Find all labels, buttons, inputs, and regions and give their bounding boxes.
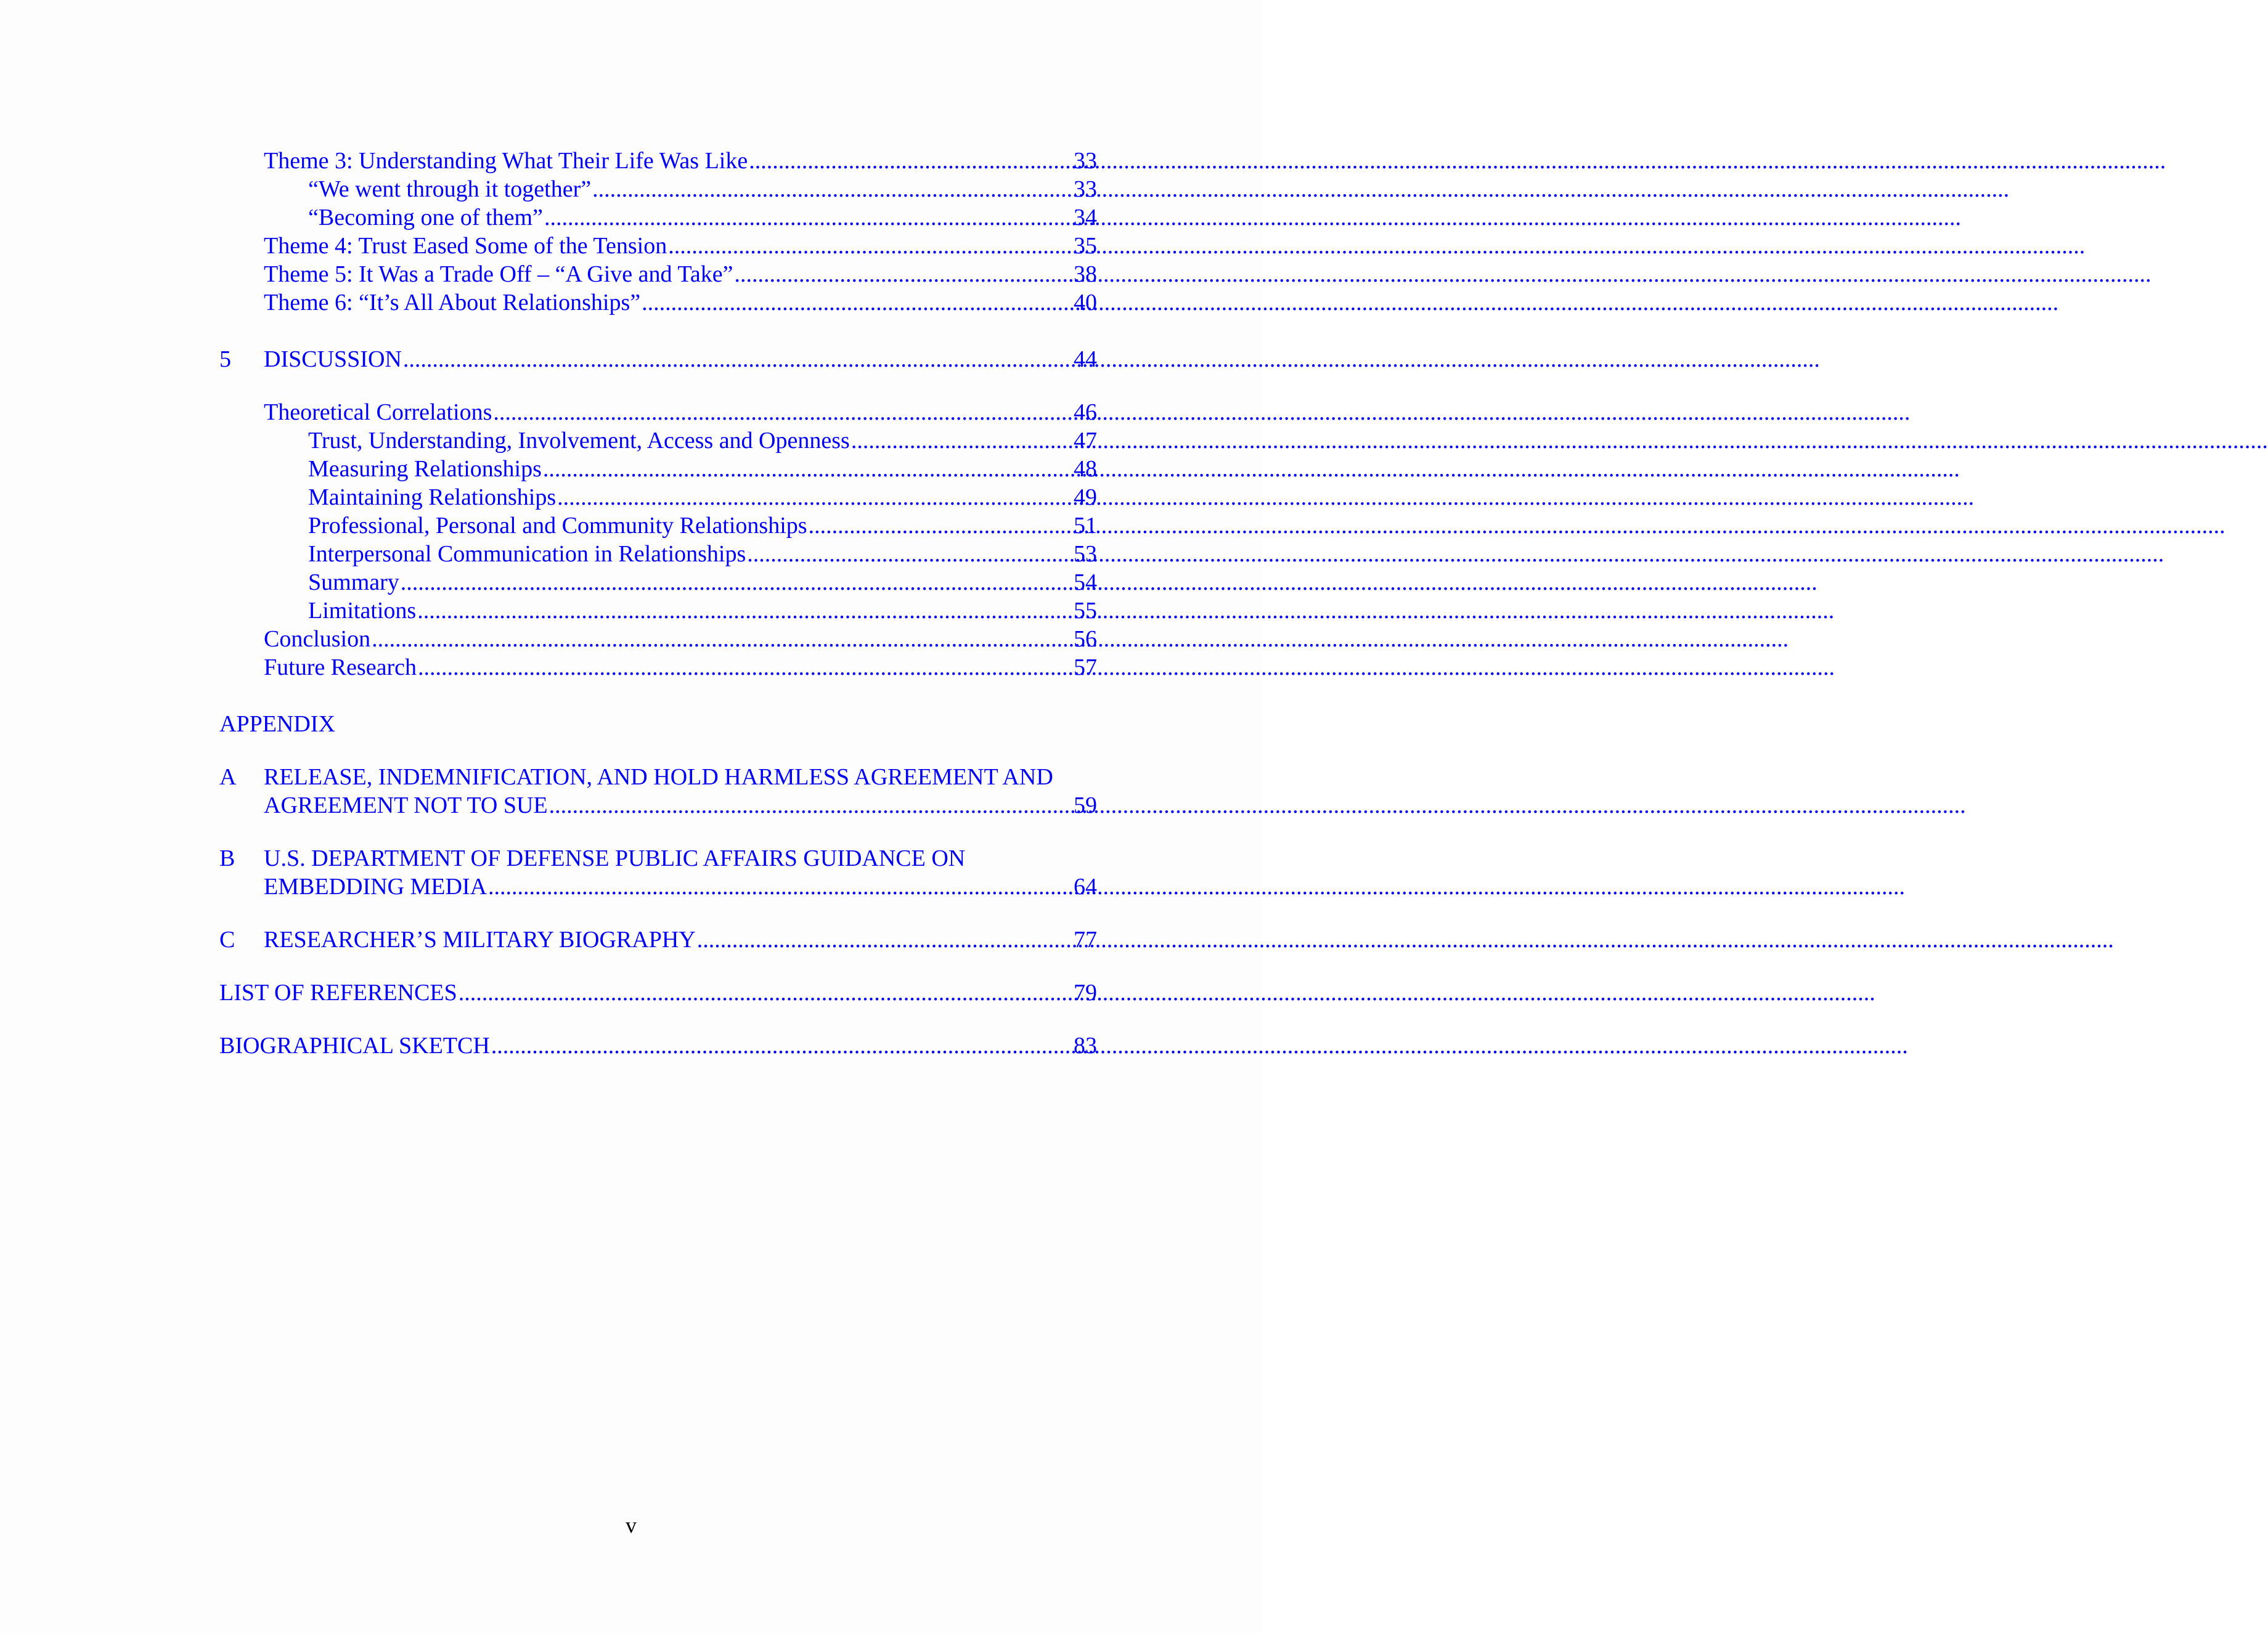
toc-entry-chapter-5-discussion[interactable] [219, 345, 1097, 373]
toc-entry-page: 35 [1074, 233, 1097, 259]
toc-entry-page: 51 [1074, 513, 1097, 539]
toc-entry-page: 83 [1074, 1033, 1097, 1059]
toc-entry-page: 55 [1074, 598, 1097, 624]
toc-entry-page: 40 [1074, 290, 1097, 316]
toc-entry-limitations[interactable] [219, 597, 1097, 625]
dot-leader [459, 979, 1072, 1007]
toc-entry-page: 49 [1074, 484, 1097, 510]
dot-leader [697, 926, 1072, 954]
toc-entry-theme-5[interactable] [219, 260, 1097, 288]
appendix-heading: APPENDIX [219, 711, 335, 737]
toc-entry-theme-3[interactable] [219, 147, 1097, 175]
dot-leader [403, 345, 1072, 373]
dot-leader [401, 568, 1072, 597]
dot-leader [372, 625, 1072, 653]
toc-entry-conclusion[interactable] [219, 625, 1097, 653]
toc-entry-title: Theme 3: Understanding What Their Life Was Like [264, 148, 748, 174]
dot-leader [549, 791, 1072, 820]
toc-entry-page: 56 [1074, 626, 1097, 652]
toc-entry-title: LIST OF REFERENCES [219, 980, 457, 1006]
toc-entry-title-line2-row [264, 873, 1097, 901]
table-of-contents [219, 147, 1097, 1060]
toc-entry-title: Theoretical Correlations [264, 399, 492, 425]
toc-entry-page: 48 [1074, 456, 1097, 482]
dot-leader [642, 288, 1072, 317]
toc-entry-title-line2: EMBEDDING MEDIA [264, 874, 487, 900]
toc-entry-title: Theme 6: “It’s All About Relationships” [264, 290, 641, 316]
toc-entry-theoretical-correlations[interactable] [219, 398, 1097, 426]
toc-entry-appendix-b[interactable] [219, 844, 1097, 901]
toc-entry-page: 79 [1074, 980, 1097, 1006]
dot-leader [488, 873, 1072, 901]
toc-entry-interpersonal-communication[interactable] [219, 540, 1097, 568]
dot-leader [747, 540, 1072, 568]
toc-entry-list-of-references[interactable] [219, 979, 1097, 1007]
toc-entry-title: Limitations [308, 598, 417, 624]
toc-entry-summary[interactable] [219, 568, 1097, 597]
appendix-letter: C [219, 927, 235, 953]
toc-entry-title: Professional, Personal and Community Relationships [308, 513, 807, 539]
toc-entry-page: 59 [1074, 792, 1097, 818]
toc-entry-title: RESEARCHER’S MILITARY BIOGRAPHY [264, 927, 696, 953]
dot-leader [592, 175, 1072, 203]
toc-entry-title: Trust, Understanding, Involvement, Access and Openness [308, 428, 850, 454]
toc-entry-appendix-c[interactable] [219, 926, 1097, 954]
toc-entry-title-line2-row [264, 791, 1097, 820]
toc-entry-title: Future Research [264, 654, 417, 680]
toc-entry-page: 53 [1074, 541, 1097, 567]
dot-leader [809, 511, 1072, 540]
dot-leader [851, 426, 1072, 455]
toc-entry-title: Interpersonal Communication in Relationships [308, 541, 746, 567]
dot-leader [491, 1032, 1072, 1060]
toc-entry-title: Theme 5: It Was a Trade Off – “A Give and Take” [264, 261, 733, 287]
toc-entry-professional-personal-community[interactable] [219, 511, 1097, 540]
dot-leader [557, 483, 1072, 511]
toc-entry-went-through-together[interactable] [219, 175, 1097, 203]
page-number: v [626, 1513, 637, 1537]
toc-entry-measuring-relationships[interactable] [219, 455, 1097, 483]
toc-entry-page: 54 [1074, 569, 1097, 595]
appendix-letter: B [219, 845, 235, 871]
toc-entry-page: 46 [1074, 399, 1097, 425]
toc-entry-title: DISCUSSION [264, 346, 402, 372]
toc-entry-biographical-sketch[interactable] [219, 1032, 1097, 1060]
toc-entry-title-line1: U.S. DEPARTMENT OF DEFENSE PUBLIC AFFAIRS GUIDANCE ON [264, 845, 966, 871]
toc-entry-future-research[interactable] [219, 653, 1097, 682]
toc-entry-title-line1: RELEASE, INDEMNIFICATION, AND HOLD HARMLESS AGREEMENT AND [264, 764, 1053, 790]
toc-entry-maintaining-relationships[interactable] [219, 483, 1097, 511]
toc-entry-page: 64 [1074, 874, 1097, 900]
toc-entry-page: 33 [1074, 148, 1097, 174]
dot-leader [417, 597, 1072, 625]
dot-leader [543, 455, 1072, 483]
toc-entry-page: 33 [1074, 176, 1097, 202]
dot-leader [418, 653, 1072, 682]
toc-entry-becoming-one-of-them[interactable] [219, 203, 1097, 232]
toc-entry-title: Summary [308, 569, 399, 595]
dot-leader [749, 147, 1072, 175]
toc-entry-title: Maintaining Relationships [308, 484, 557, 510]
toc-entry-appendix-a[interactable] [219, 763, 1097, 820]
toc-entry-page: 47 [1074, 428, 1097, 454]
chapter-number: 5 [219, 346, 231, 372]
toc-entry-title-line2: AGREEMENT NOT TO SUE [264, 792, 548, 818]
toc-entry-page: 38 [1074, 261, 1097, 287]
toc-entry-trust-understanding[interactable] [219, 426, 1097, 455]
toc-entry-title: BIOGRAPHICAL SKETCH [219, 1033, 490, 1059]
toc-entry-page: 44 [1074, 346, 1097, 372]
toc-entry-title: Measuring Relationships [308, 456, 542, 482]
toc-entry-title: Theme 4: Trust Eased Some of the Tension [264, 233, 667, 259]
dot-leader [493, 398, 1072, 426]
toc-entry-page: 57 [1074, 654, 1097, 680]
toc-entry-title: Conclusion [264, 626, 371, 652]
toc-entry-title: “We went through it together” [308, 176, 592, 202]
toc-entry-theme-6[interactable] [219, 288, 1097, 317]
dot-leader [668, 232, 1072, 260]
dot-leader [734, 260, 1072, 288]
toc-entry-page: 77 [1074, 927, 1097, 953]
appendix-letter: A [219, 764, 237, 790]
dot-leader [544, 203, 1072, 232]
toc-entry-theme-4[interactable] [219, 232, 1097, 260]
toc-entry-title: “Becoming one of them” [308, 205, 543, 230]
toc-entry-page: 34 [1074, 205, 1097, 230]
